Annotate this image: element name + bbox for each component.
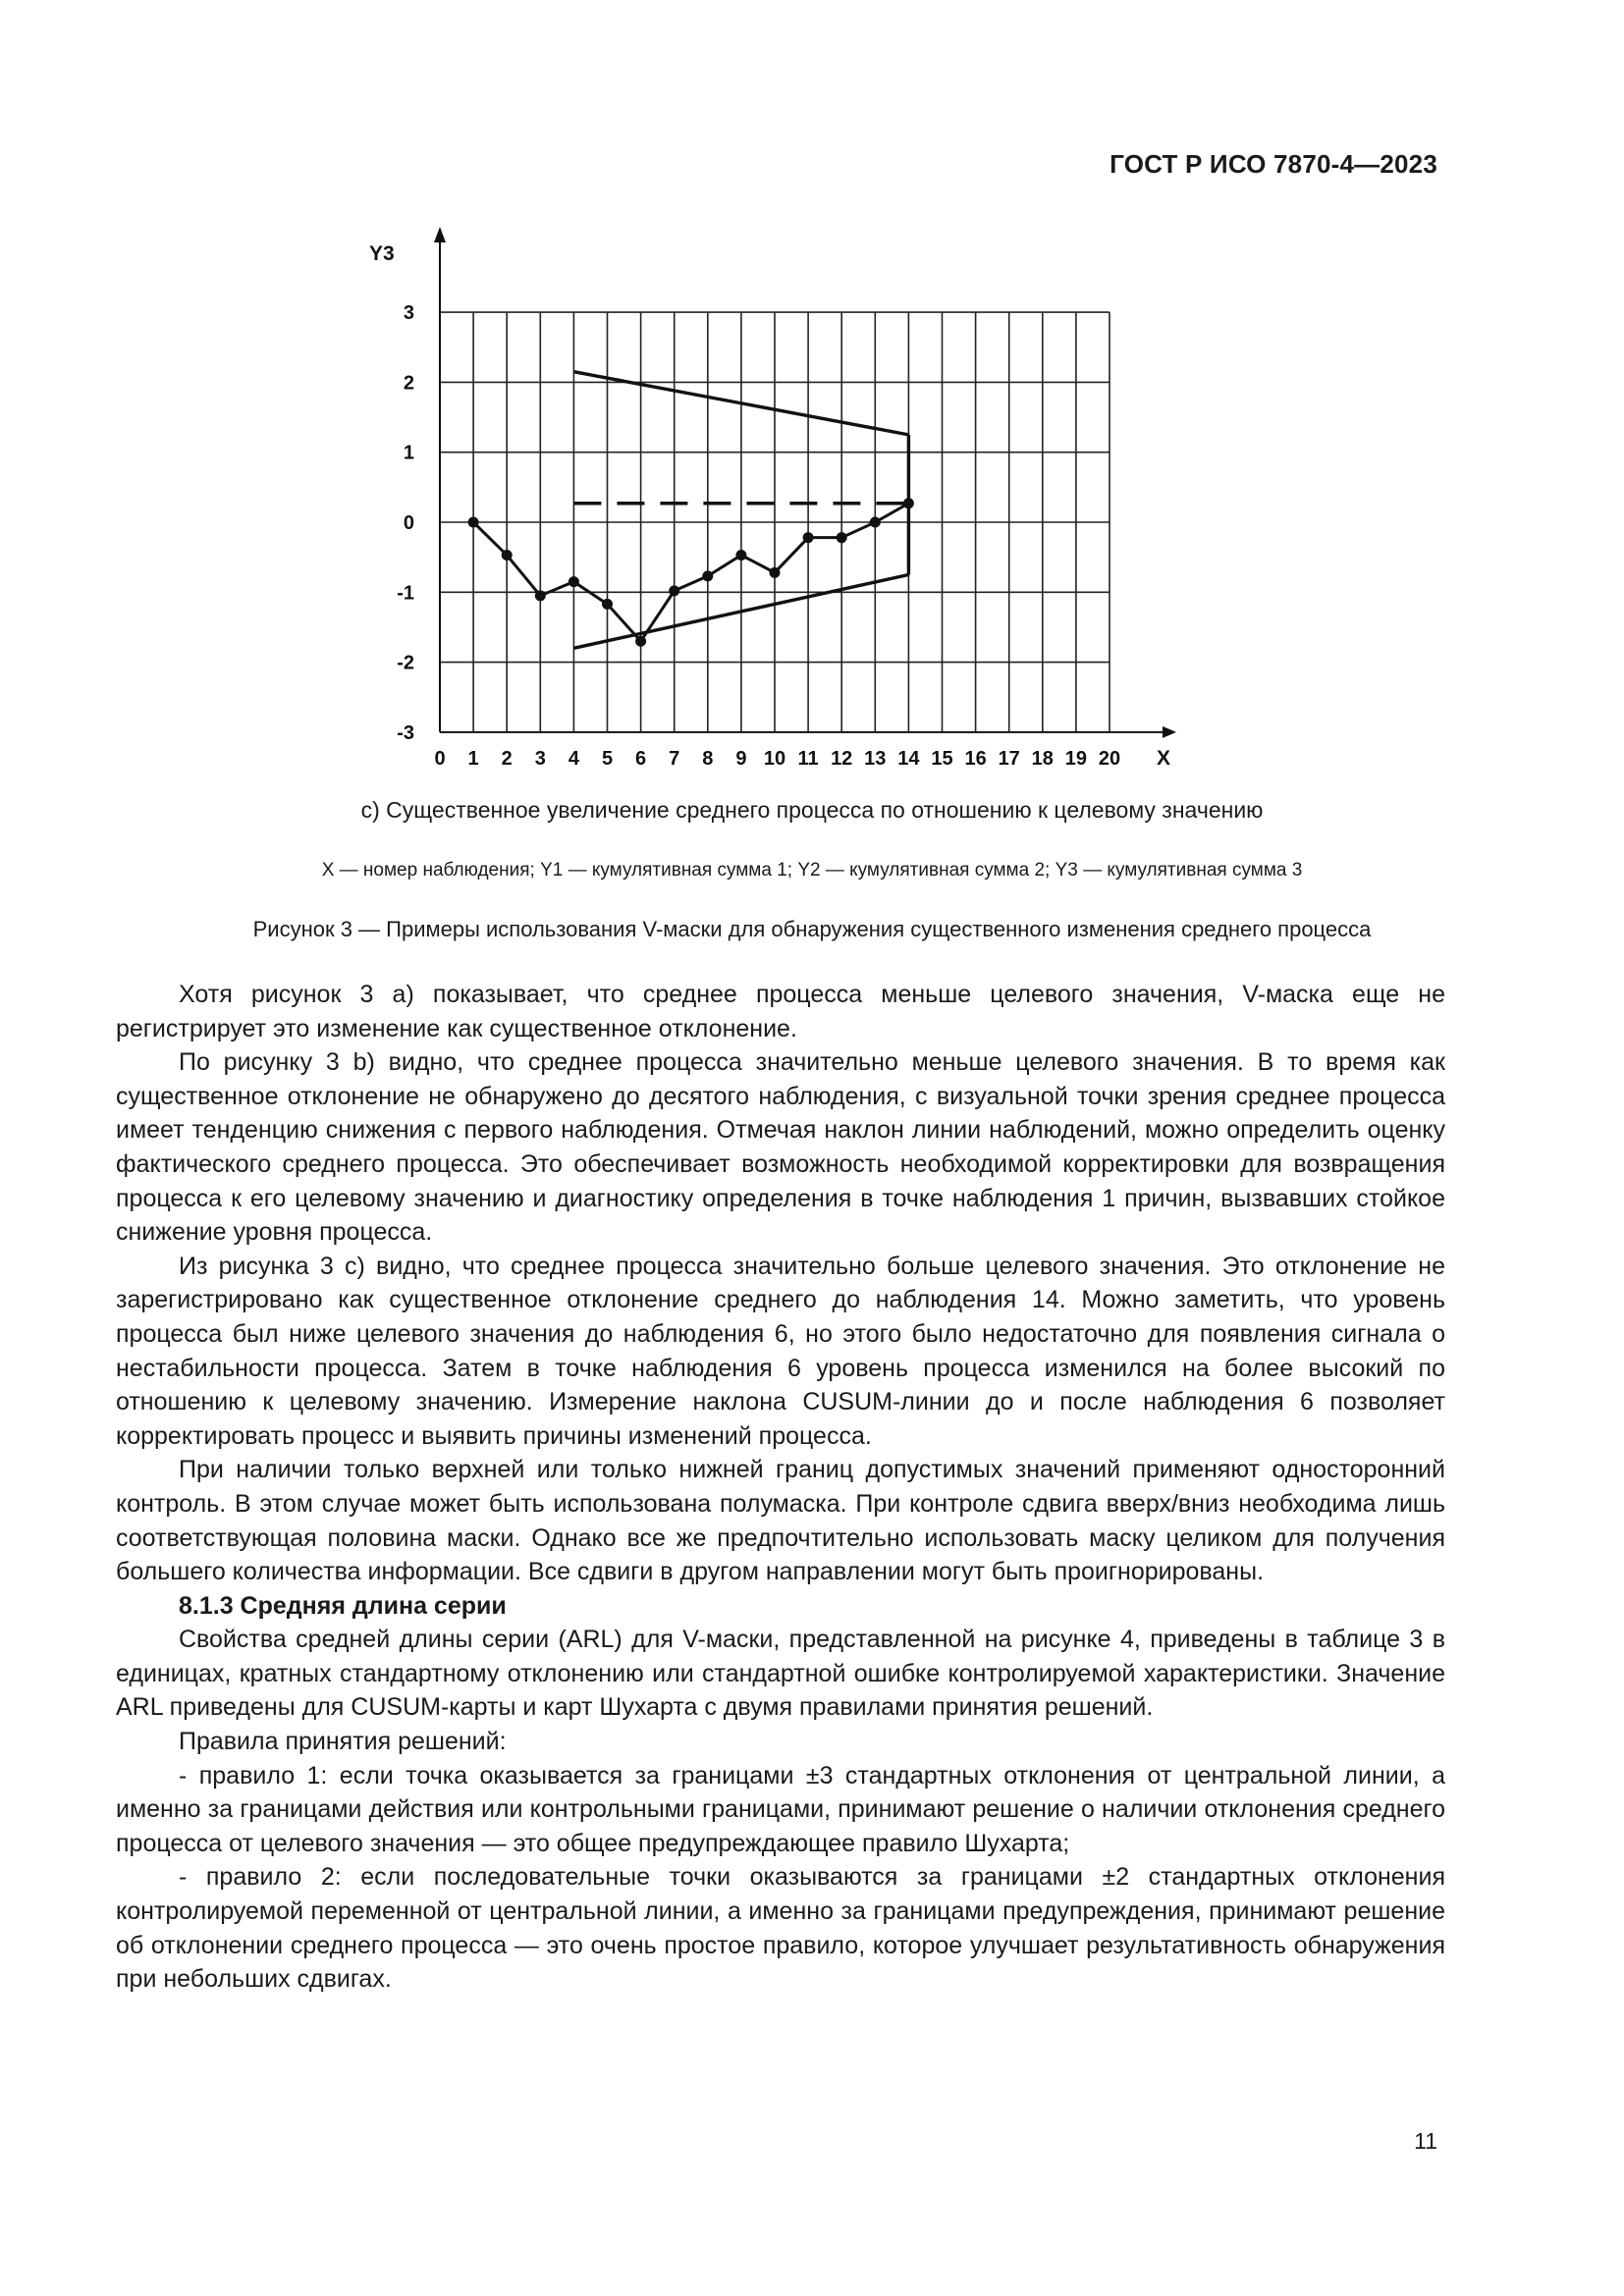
paragraph: Хотя рисунок 3 а) показывает, что среднее процесса меньше целевого значения, V-маска еще не регистрирует это изменение как существенное отклонение. xyxy=(116,981,1445,1042)
x-tick-label: 9 xyxy=(735,747,747,770)
x-tick-label: 19 xyxy=(1064,747,1088,770)
body-text xyxy=(116,978,1445,1997)
y-tick-label: 0 xyxy=(403,512,414,534)
section-heading: 8.1.3 Средняя длина серии xyxy=(179,1591,507,1620)
y-tick-label: -3 xyxy=(397,721,414,744)
x-tick-label: 11 xyxy=(797,747,819,770)
y-tick-label: -1 xyxy=(397,582,414,605)
cusum-data-point xyxy=(568,576,579,587)
paragraph: При наличии только верхней или только нижней границ допустимых значений применяют односторонний контроль. В этом случае может быть использована полумаска. При контроле сдвига вверх/вниз необходима лишь соответствующая половина маски. Однако все же предпочтительно использовать маску целиком для получения большего количества информации. Все сдвиги в другом направлении могут быть проигнорированы. xyxy=(116,1456,1445,1586)
figure-caption: Рисунок 3 — Примеры использования V-маски для обнаружения существенного изменения среднего процесса xyxy=(252,917,1372,941)
y-tick-label: 1 xyxy=(403,442,414,464)
subfigure-caption: с) Существенное увеличение среднего процесса по отношению к целевому значению xyxy=(360,797,1264,823)
cusum-data-point xyxy=(770,567,781,578)
cusum-data-point xyxy=(870,517,881,528)
x-tick-label: 18 xyxy=(1031,747,1054,770)
x-axis-label: X xyxy=(1157,746,1171,770)
x-tick-label: 2 xyxy=(501,747,513,770)
cusum-data-point xyxy=(669,585,679,596)
document-header: ГОСТ Р ИСО 7870-4—2023 xyxy=(1110,149,1437,179)
x-tick-label: 13 xyxy=(864,747,887,770)
x-tick-label: 20 xyxy=(1098,747,1121,770)
cusum-data-point xyxy=(468,517,479,528)
cusum-data-point xyxy=(502,550,513,561)
y-tick-label: 3 xyxy=(403,302,414,325)
x-tick-label: 15 xyxy=(931,747,953,770)
x-tick-label: 1 xyxy=(467,747,479,770)
paragraph: Правила принятия решений: xyxy=(179,1728,507,1756)
x-tick-label: 17 xyxy=(998,747,1020,770)
paragraph: Свойства средней длины серии (ARL) для V-маски, представленной на рисунке 4, приведены в таблице 3 в единицах, кратных стандартному отклонению или стандартной ошибке контролируемой характеристики. Значение ARL приведены для CUSUM-карты и карт Шухарта с двумя правилами принятия решений. xyxy=(116,1626,1445,1722)
y-tick-label: 2 xyxy=(403,372,414,395)
x-tick-label: 7 xyxy=(669,747,680,770)
cusum-series-line xyxy=(473,504,908,641)
x-tick-label: 8 xyxy=(702,747,714,770)
x-tick-label: 4 xyxy=(568,747,579,770)
x-tick-label: 14 xyxy=(897,747,920,770)
paragraph: - правило 2: если последовательные точки оказываются за границами ±2 стандартных отклонения контролируемой переменной от центральной линии, а именно за границами предупреждения, принимают решение об отклонении среднего процесса — это очень простое правило, которое улучшает результативность обнаружения при небольших сдвигах. xyxy=(116,1863,1445,1994)
figure-legend: X — номер наблюдения; Y1 — кумулятивная сумма 1; Y2 — кумулятивная сумма 2; Y3 — кумулятивная сумма 3 xyxy=(321,860,1303,881)
cusum-vmask-chart xyxy=(353,221,1208,780)
paragraph: - правило 1: если точка оказывается за границами ±3 стандартных отклонения от центральной линии, а именно за границами действия или контрольными границами, принимают решение о наличии отклонения среднего процесса от целевого значения — это общее предупреждающее правило Шухарта; xyxy=(116,1761,1445,1857)
x-tick-label: 10 xyxy=(763,747,786,770)
cusum-data-point xyxy=(635,636,646,647)
cusum-data-point xyxy=(702,570,713,581)
page-number: 11 xyxy=(1414,2128,1437,2154)
x-tick-label: 5 xyxy=(601,747,614,770)
x-tick-label: 6 xyxy=(635,747,647,770)
cusum-data-point xyxy=(803,532,814,543)
x-tick-label: 0 xyxy=(434,747,446,770)
cusum-data-point xyxy=(602,599,613,610)
cusum-data-point xyxy=(535,590,546,601)
cusum-data-point xyxy=(837,532,847,543)
y-tick-label: -2 xyxy=(397,652,414,674)
cusum-data-point xyxy=(903,498,914,508)
x-tick-label: 16 xyxy=(964,747,987,770)
y-axis-arrow xyxy=(434,227,446,242)
cusum-data-point xyxy=(735,550,746,561)
y-axis-label: Y3 xyxy=(369,242,395,265)
x-axis-arrow xyxy=(1163,726,1176,738)
paragraph: Из рисунка 3 с) видно, что среднее процесса значительно больше целевого значения. Это отклонение не зарегистрировано как существенное отклонение среднего до наблюдения 14. Можно заметить, что уровень процесса был ниже целевого значения до наблюдения 6, но этого было недостаточно для появления сигнала о нестабильности процесса. Затем в точке наблюдения 6 уровень процесса изменился на более высокий по отношению к целевому значению. Измерение наклона CUSUM-линии до и после наблюдения 6 позволяет корректировать процесс и выявить причины изменений процесса. xyxy=(116,1252,1445,1450)
x-tick-label: 12 xyxy=(831,747,853,770)
x-tick-label: 3 xyxy=(534,747,546,770)
paragraph: По рисунку 3 b) видно, что среднее процесса значительно меньше целевого значения. В то время как существенное отклонение не обнаружено до десятого наблюдения, с визуальной точки зрения среднее процесса имеет тенденцию снижения с первого наблюдения. Отмечая наклон линии наблюдений, можно определить оценку фактического среднего процесса. Это обеспечивает возможность необходимой корректировки для возвращения процесса к его целевому значению и диагностику определения в точке наблюдения 1 причин, вызвавших стойкое снижение уровня процесса. xyxy=(116,1048,1445,1247)
